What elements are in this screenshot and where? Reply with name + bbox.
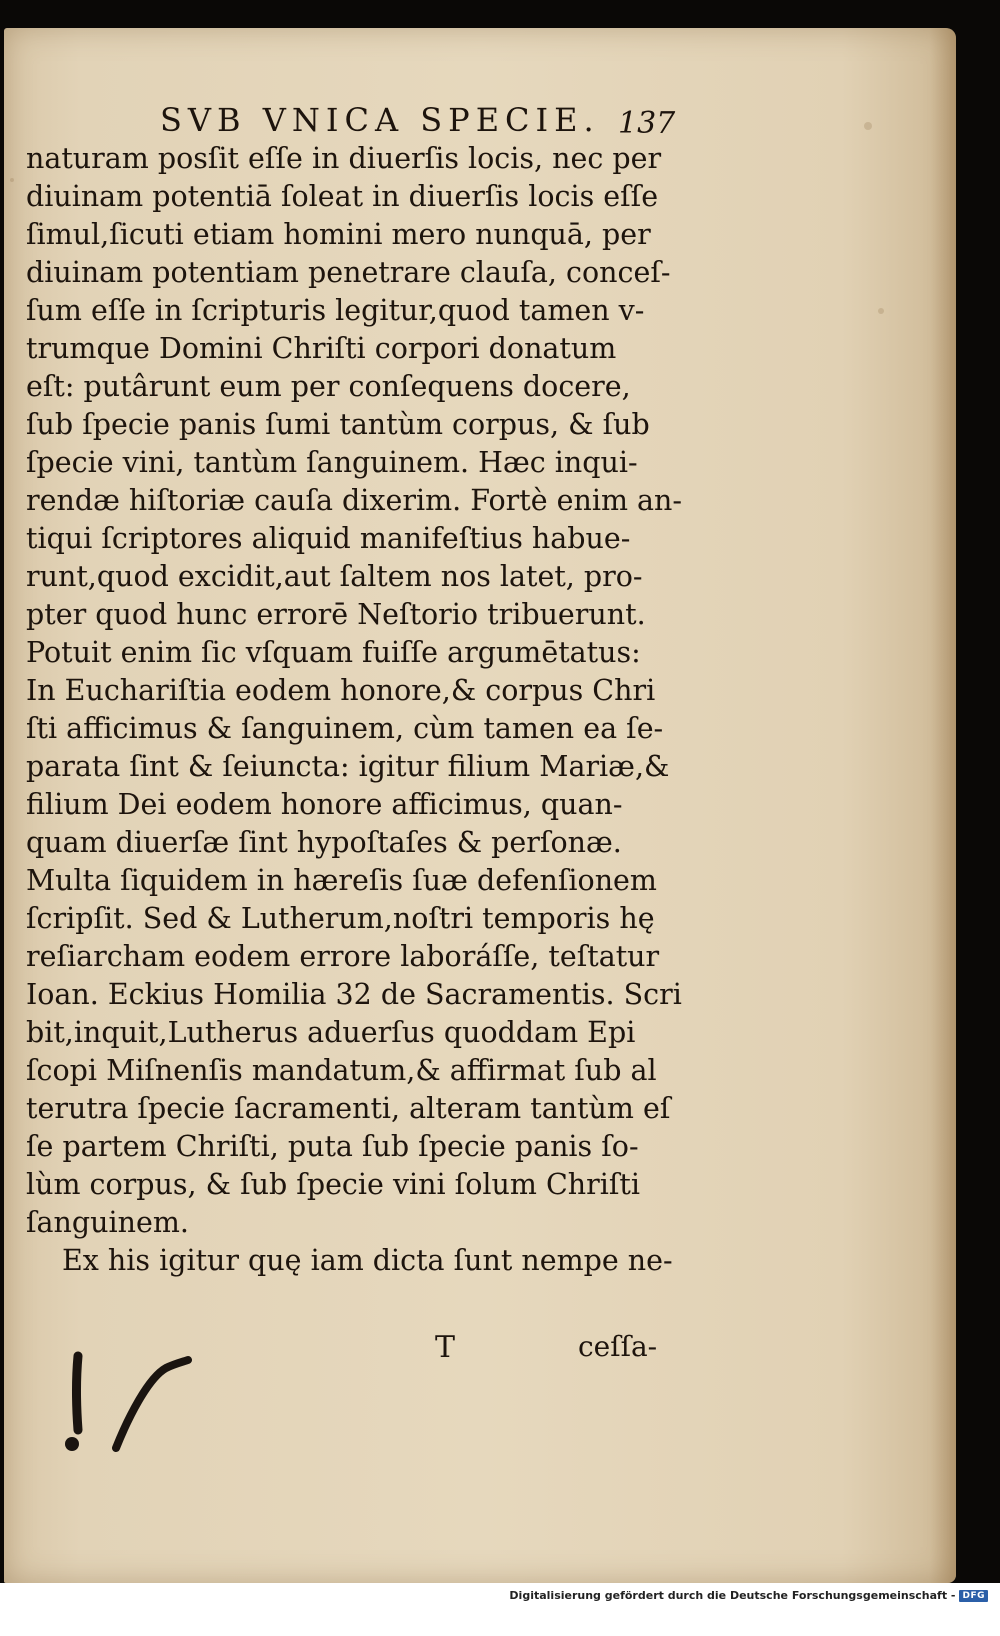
credit-line bbox=[509, 1589, 988, 1602]
text-line: parata ſint & ſeiuncta: igitur filium Mariæ,& bbox=[26, 750, 670, 783]
signature-mark: T bbox=[435, 1330, 456, 1365]
page-edge-shadow bbox=[930, 28, 956, 1583]
text-line: ſti afficimus & ſanguinem, cùm tamen ea ſe- bbox=[26, 712, 664, 745]
text-line: tiqui ſcriptores aliquid manifeſtius habue- bbox=[26, 522, 631, 555]
page-header bbox=[160, 96, 720, 144]
text-line: bit,inquit,Lutherus aduerſus quoddam Epi bbox=[26, 1016, 636, 1049]
body-text bbox=[26, 140, 686, 1280]
text-line: diuinam potentiā ſoleat in diuerſis locis eſſe bbox=[26, 180, 659, 213]
dfg-logo-icon: DFG bbox=[959, 1590, 988, 1602]
catchword: ceſſa- bbox=[578, 1330, 658, 1363]
paper-stain bbox=[10, 178, 14, 182]
running-head: SVB VNICA SPECIE. bbox=[160, 101, 600, 139]
text-line: terutra ſpecie ſacramenti, alteram tantùm eſ bbox=[26, 1092, 671, 1125]
page-number: 137 bbox=[618, 106, 676, 141]
text-line: In Euchariſtia eodem honore,& corpus Chri bbox=[26, 674, 656, 707]
text-line: pter quod hunc errorē Neſtorio tribuerunt. bbox=[26, 598, 646, 631]
text-line: eſt: putârunt eum per conſequens docere, bbox=[26, 370, 631, 403]
text-line: filium Dei eodem honore afficimus, quan- bbox=[26, 788, 623, 821]
text-line: runt,quod excidit,aut ſaltem nos latet, pro- bbox=[26, 560, 643, 593]
text-line: naturam posſit eſſe in diuerſis locis, nec per bbox=[26, 142, 662, 175]
text-line: ſe partem Chriſti, puta ſub ſpecie panis ſo- bbox=[26, 1130, 639, 1163]
text-line: diuinam potentiam penetrare clauſa, conceſ- bbox=[26, 256, 671, 289]
text-line: ſimul,ſicuti etiam homini mero nunquā, per bbox=[26, 218, 651, 251]
text-line: Potuit enim ſic vſquam fuiſſe argumētatus: bbox=[26, 636, 641, 669]
paper-stain bbox=[864, 122, 872, 130]
text-line: lùm corpus, & ſub ſpecie vini ſolum Chriſti bbox=[26, 1168, 640, 1201]
text-line: Ioan. Eckius Homilia 32 de Sacramentis. Scri bbox=[26, 978, 682, 1011]
credit-bar bbox=[0, 1583, 1000, 1636]
text-line: rendæ hiſtoriæ cauſa dixerim. Fortè enim an- bbox=[26, 484, 683, 517]
text-line: ſcopi Miſnenſis mandatum,& affirmat ſub al bbox=[26, 1054, 657, 1087]
text-line: trumque Domini Chriſti corpori donatum bbox=[26, 332, 617, 365]
text-line: ſub ſpecie panis ſumi tantùm corpus, & ſub bbox=[26, 408, 650, 441]
text-line: Multa ſiquidem in hæreſis ſuæ defenſionem bbox=[26, 864, 657, 897]
text-line: ſpecie vini, tantùm ſanguinem. Hæc inqui- bbox=[26, 446, 638, 479]
credit-text: Digitalisierung gefördert durch die Deutsche Forschungsgemeinschaft - bbox=[509, 1589, 956, 1602]
paper-stain bbox=[878, 308, 884, 314]
text-line: ſum eſſe in ſcripturis legitur,quod tamen v- bbox=[26, 294, 645, 327]
pencil-annotation-icon bbox=[56, 1348, 206, 1458]
text-line: ſcripſit. Sed & Lutherum,noſtri temporis hę bbox=[26, 902, 655, 935]
text-line: Ex his igitur quę iam dicta ſunt nempe ne- bbox=[62, 1244, 673, 1277]
text-line: ſanguinem. bbox=[26, 1206, 189, 1239]
text-line: quam diuerſæ ſint hypoſtaſes & perſonæ. bbox=[26, 826, 622, 859]
text-line: reſiarcham eodem errore laboráſſe, teſtatur bbox=[26, 940, 660, 973]
